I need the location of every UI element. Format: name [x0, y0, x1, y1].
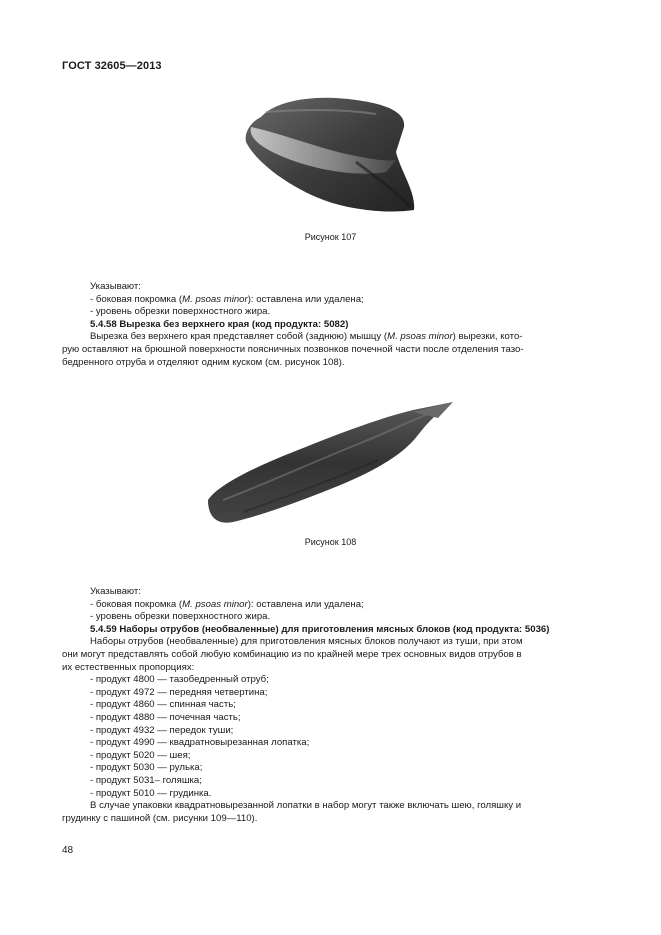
- page-number: 48: [62, 845, 74, 856]
- paragraph-line: они могут представлять собой любую комбинацию из по крайней мере трех основных видов отрубов в: [62, 648, 522, 660]
- paragraph-line: В случае упаковки квадратновырезанной лопатки в набор могут также включать шею, голяшку и: [90, 800, 522, 812]
- figure-caption-108: Рисунок 108: [304, 537, 357, 547]
- section-indicate-2: [62, 586, 599, 825]
- list-item: - уровень обрезки поверхностного жира.: [90, 306, 271, 318]
- list-item: - уровень обрезки поверхностного жира.: [90, 611, 271, 623]
- paragraph-line: Наборы отрубов (необваленные) для приготовления мясных блоков получают из туши, при этом: [90, 636, 523, 648]
- list-item: - продукт 5020 — шея;: [90, 749, 191, 761]
- section-heading-5-4-59: 5.4.59 Наборы отрубов (необваленные) для приготовления мясных блоков (код продукта: 5036): [90, 623, 550, 635]
- standard-header: ГОСТ 32605—2013: [62, 60, 162, 72]
- indicate-intro: Указывают:: [90, 586, 141, 597]
- paragraph-line: грудинку с пашиной (см. рисунки 109—110).: [62, 812, 258, 824]
- indicate-intro: Указывают:: [90, 281, 141, 292]
- list-item: - боковая покромка (M. psoas minor): оставлена или удалена;: [90, 293, 364, 305]
- list-item: - продукт 5031– голяшка;: [90, 774, 202, 786]
- list-item: - продукт 5030 — рулька;: [90, 762, 203, 774]
- section-indicate-1: [62, 281, 599, 369]
- beef-cut-tenderloin-image: [236, 92, 436, 222]
- list-item: - продукт 4932 — передок туши;: [90, 724, 234, 736]
- list-item: - продукт 4860 — спинная часть;: [90, 699, 236, 711]
- list-item: - боковая покромка (M. psoas minor): оставлена или удалена;: [90, 598, 364, 610]
- section-heading-5-4-58: 5.4.58 Вырезка без верхнего края (код продукта: 5082): [90, 318, 349, 330]
- beef-cut-psoas-minor-image: [203, 400, 463, 530]
- paragraph-line: Вырезка без верхнего края представляет собой (заднюю) мышцу (M. psoas minor) вырезки, кото-: [90, 331, 523, 343]
- list-item: - продукт 4972 — передняя четвертина;: [90, 686, 268, 698]
- list-item: - продукт 4990 — квадратновырезанная лопатка;: [90, 737, 310, 749]
- paragraph-line: их естественных пропорциях:: [62, 661, 195, 673]
- paragraph-line: рую оставляют на брюшной поверхности поясничных позвонков почечной части после отделения тазо-: [62, 343, 524, 355]
- list-item: - продукт 5010 — грудинка.: [90, 787, 212, 799]
- paragraph-line: бедренного отруба и отделяют одним куском (см. рисунок 108).: [62, 356, 345, 368]
- list-item: - продукт 4880 — почечная часть;: [90, 711, 241, 723]
- list-item: - продукт 4800 — тазобедренный отруб;: [90, 674, 269, 686]
- figure-caption-107: Рисунок 107: [304, 232, 357, 242]
